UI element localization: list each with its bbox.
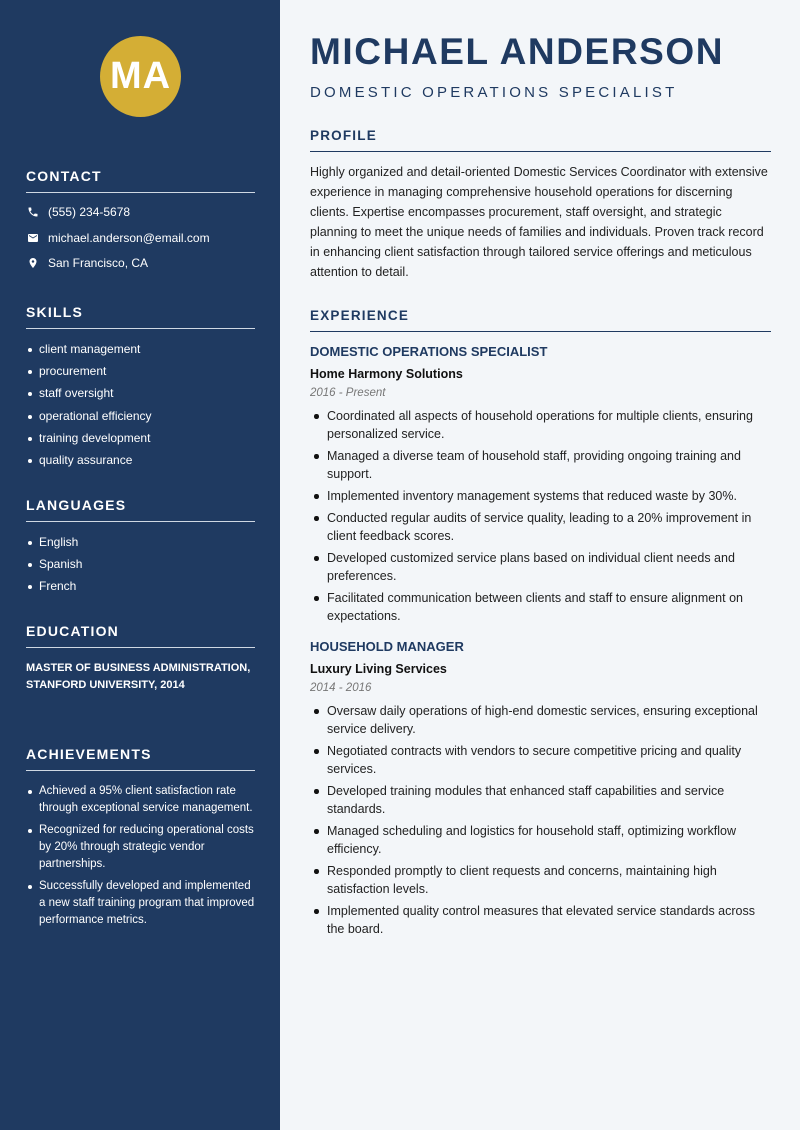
job-bullet: Oversaw daily operations of high-end domestic services, ensuring exceptional service delivery. [310, 702, 771, 738]
phone-text: (555) 234-5678 [48, 205, 131, 219]
email-text: michael.anderson@email.com [48, 230, 210, 245]
achievements-list [26, 783, 255, 929]
achievements-section [26, 746, 255, 934]
profile-text: Highly organized and detail-oriented Domestic Services Coordinator with extensive experience in managing comprehensive household operations for discerning clients. Expertise encompasses procurement, staff oversight, and strategic planning to meet the unique needs of families and individuals. Proven track record in enhancing client satisfaction through tailored service offerings and meticulous attention to detail. [310, 165, 768, 279]
achievement-item: Achieved a 95% client satisfaction rate through exceptional service management. [26, 783, 255, 817]
job-entry [310, 639, 771, 938]
job-dates: 2014 - 2016 [310, 682, 372, 694]
language-item: Spanish [26, 556, 255, 573]
job-company: Luxury Living Services [310, 662, 447, 676]
education-heading: EDUCATION [26, 623, 255, 648]
job-bullet: Implemented inventory management systems that reduced waste by 30%. [310, 487, 771, 505]
job-bullet: Coordinated all aspects of household operations for multiple clients, ensuring personalized service. [310, 407, 771, 443]
skill-item: procurement [26, 363, 255, 380]
job-bullet: Managed a diverse team of household staff, providing ongoing training and support. [310, 447, 771, 483]
job-bullets [310, 407, 771, 625]
profile-section [310, 128, 771, 282]
languages-section [26, 497, 255, 601]
languages-heading: LANGUAGES [26, 497, 255, 522]
job-bullet: Developed training modules that enhanced staff capabilities and service standards. [310, 782, 771, 818]
phone-icon [26, 205, 40, 219]
contact-section [26, 168, 255, 282]
job-bullet: Negotiated contracts with vendors to secure competitive pricing and quality services. [310, 742, 771, 778]
profile-heading: PROFILE [310, 128, 771, 152]
job-bullet: Conducted regular audits of service quality, leading to a 20% improvement in client feedback scores. [310, 509, 771, 545]
education-entry: MASTER OF BUSINESS ADMINISTRATION, STANFORD UNIVERSITY, 2014 [26, 662, 251, 691]
job-title: DOMESTIC OPERATIONS SPECIALIST [310, 344, 548, 359]
candidate-role: DOMESTIC OPERATIONS SPECIALIST [310, 84, 678, 101]
skill-item: client management [26, 341, 255, 358]
sidebar [0, 0, 280, 1130]
job-bullet: Developed customized service plans based on individual client needs and preferences. [310, 549, 771, 585]
skills-heading: SKILLS [26, 304, 255, 329]
candidate-name: MICHAEL ANDERSON [310, 31, 725, 72]
contact-email[interactable] [26, 231, 255, 245]
skill-item: operational efficiency [26, 408, 255, 425]
language-item: English [26, 534, 255, 551]
job-dates: 2016 - Present [310, 387, 386, 399]
location-pin-icon [26, 256, 40, 270]
contact-phone[interactable] [26, 205, 255, 219]
education-section [26, 623, 255, 694]
contact-heading: CONTACT [26, 168, 255, 193]
contact-location [26, 256, 255, 270]
job-bullet: Managed scheduling and logistics for household staff, optimizing workflow efficiency. [310, 822, 771, 858]
job-bullet: Facilitated communication between clients and staff to ensure alignment on expectations. [310, 589, 771, 625]
job-bullet: Implemented quality control measures that elevated service standards across the board. [310, 902, 771, 938]
job-bullet: Responded promptly to client requests and concerns, maintaining high satisfaction levels. [310, 862, 771, 898]
location-text: San Francisco, CA [48, 256, 149, 270]
language-item: French [26, 578, 255, 595]
skill-item: staff oversight [26, 385, 255, 402]
achievements-heading: ACHIEVEMENTS [26, 746, 255, 771]
skill-item: training development [26, 430, 255, 447]
skills-list [26, 341, 255, 469]
avatar-initials: MA [109, 55, 172, 97]
achievement-item: Recognized for reducing operational costs by 20% through strategic vendor partnerships. [26, 822, 255, 873]
job-company: Home Harmony Solutions [310, 367, 463, 381]
experience-section [310, 308, 771, 942]
avatar [100, 36, 181, 117]
job-bullets [310, 702, 771, 938]
experience-heading: EXPERIENCE [310, 308, 771, 332]
languages-list [26, 534, 255, 595]
skill-item: quality assurance [26, 452, 255, 469]
job-title: HOUSEHOLD MANAGER [310, 639, 464, 654]
achievement-item: Successfully developed and implemented a new staff training program that improved performance metrics. [26, 878, 255, 929]
mail-icon [26, 231, 40, 245]
job-entry [310, 344, 771, 625]
skills-section [26, 304, 255, 474]
